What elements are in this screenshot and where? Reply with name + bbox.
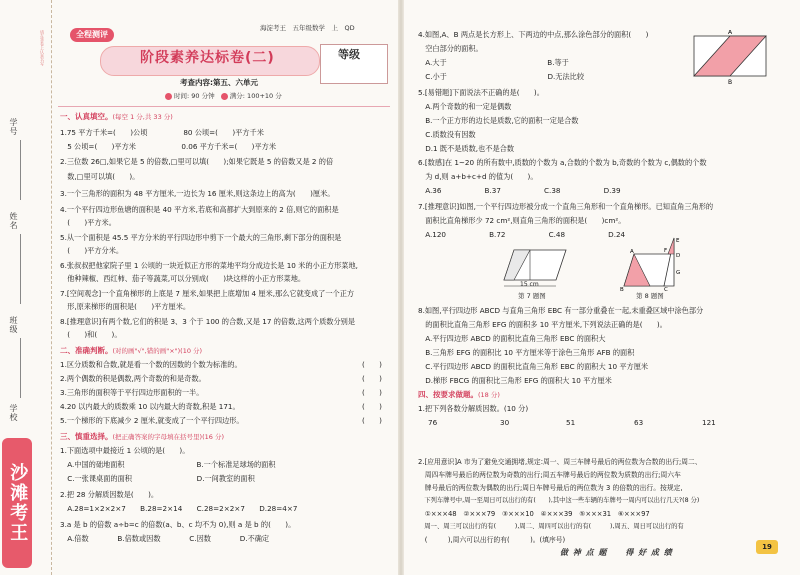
judge-5-answer[interactable]: ( )	[362, 416, 382, 425]
r4-stem-2: 空白部分的面积。	[418, 44, 483, 53]
factor-121: 121	[702, 418, 716, 427]
section-4-note: (18 分)	[478, 391, 500, 399]
point-a-label: A	[630, 249, 634, 255]
book-gutter	[398, 0, 404, 575]
q7-line-2: 形,原来梯形的面积是( )平方厘米。	[60, 302, 191, 311]
class-line	[20, 338, 21, 398]
q5-line-1: 5.从一个面积是 45.5 平方分米的平行四边形中剪下一个最大的三角形,剩下部分的面积是	[60, 233, 342, 242]
choice-2-options: A.28=1×2×2×7 B.28=2×14 C.28=2×2×7 D.28=4×7	[60, 504, 298, 513]
figure-8-caption: 第 8 题图	[636, 292, 664, 300]
factor-instruction: 1.把下列各数分解质因数。(10 分)	[418, 404, 529, 413]
q4-line-1: 4.一个平行四边形鱼塘的面积是 40 平方米,若底和高都扩大到原来的 2 倍,则它的面积是	[60, 205, 339, 214]
judge-2-answer[interactable]: ( )	[362, 374, 382, 383]
judge-4-answer[interactable]: ( )	[362, 402, 382, 411]
r5-stem: 5.[易错题]下面说法不正确的是( )。	[418, 88, 544, 97]
q8-line-2: ( )和( )。	[60, 330, 122, 339]
factor-30: 30	[500, 418, 510, 427]
r8-a: A.平行四边形 ABCD 的面积比直角三角形 EBC 的面积大	[418, 334, 606, 343]
r2-line-4: 下列车牌号中,周一至周日可以出行的有( ),其中这一些车辆的车牌号一周内可以出行几天?(8 分)	[418, 497, 700, 504]
q1-line-1: 1.75 平方千米=( )公顷 80 公顷=( )平方千米	[60, 128, 264, 137]
r5-a: A.两个奇数的和一定是偶数	[418, 102, 512, 111]
judge-4: 4.20 以内最大的质数乘 10 以内最大的奇数,积是 171。	[60, 402, 240, 411]
time-limit: 时间: 90 分钟	[174, 92, 215, 100]
point-f-label: F	[664, 248, 668, 254]
r8-c: C.平行四边形 ABCD 的面积比直角三角形 EBC 的面积大 10 平方厘米	[418, 362, 649, 371]
assessment-badge: 全程测评	[70, 28, 114, 42]
section-2-title: 二、准确判断。	[60, 346, 113, 355]
figure-7-caption: 第 7 题图	[518, 292, 546, 300]
class-label: 班级	[9, 316, 18, 334]
r2-line-1: 2.[应用意识]A 市为了避免交通拥堵,规定:周一、周三车牌号最后的两位数为合数的出行;周二、	[418, 458, 702, 466]
judge-3: 3.三角形的面积等于平行四边形面积的一半。	[60, 388, 204, 397]
rectangle-figure	[690, 30, 770, 86]
q6-line-1: 6.张叔叔把他家院子里 1 公顷的一块近似正方形的菜地平均分成边长是 10 米的小正方形菜地,	[60, 261, 358, 270]
r2-line-3: 牌号最后的两位数为偶数的出行;周日车牌号最后的两位数为 3 的倍数的出行。按规定,	[418, 484, 683, 492]
judge-2: 2.两个偶数的积是偶数,两个奇数的和是奇数。	[60, 374, 206, 383]
strip-note: 请在答卷上认真书写	[40, 30, 45, 66]
r2-plates: ①×××48 ②×××79 ③×××10 ④×××39 ⑤×××31 ⑥×××97	[418, 510, 650, 518]
binding-strip	[0, 0, 52, 575]
choice-1-stem: 1.下面选项中最接近 1 公顷的是( )。	[60, 446, 190, 455]
choice-1-ab: A.中国的础地面积 B.一个标准足球场的面积	[60, 460, 276, 469]
r2-line-2: 周四车牌号最后的两位数为奇数的出行;周五车牌号最后的两位数为质数的出行;周六车	[418, 471, 681, 479]
r2-answer-2: ( ),周六可以出行的有( )。(填序号)	[418, 536, 566, 544]
section-4-heading	[418, 390, 500, 399]
point-e-label: E	[676, 238, 680, 244]
exam-scope: 考查内容:第五、六单元	[180, 78, 258, 87]
factor-76: 76	[428, 418, 438, 427]
section-1-note: (每空 1 分,共 33 分)	[112, 113, 173, 121]
figure-7-dimension: 15 cm	[520, 281, 539, 288]
r6-stem-2: 为 d,则 a+b+c+d 的值为( )。	[418, 172, 538, 181]
r6-stem-1: 6.[数感]在 1~20 的所有数中,质数的个数为 a,合数的个数为 b,奇数的个数为 c,偶数的个数	[418, 158, 707, 167]
r4-ab: A.大于 B.等于	[418, 58, 569, 67]
r5-d: D.1 既不是质数,也不是合数	[418, 144, 515, 153]
judge-5: 5.一个梯形的下底减少 2 厘米,就变成了一个平行四边形。	[60, 416, 244, 425]
r8-stem-1: 8.如图,平行四边形 ABCD 与直角三角形 EBC 有一部分重叠在一起,未重叠区域中涂色部分	[418, 306, 704, 315]
r4-cd: C.小于 D.无法比较	[418, 72, 585, 81]
svg-text:A: A	[728, 30, 733, 36]
choice-1-cd: C.一张课桌面的面积 D.一间教室的面积	[60, 474, 255, 483]
q4-line-2: ( )平方米。	[60, 218, 116, 227]
r8-d: D.梯形 FBCG 的面积比三角形 EFG 的面积大 10 平方厘米	[418, 376, 612, 385]
r5-c: C.质数没有因数	[418, 130, 476, 139]
section-1-title: 一、认真填空。	[60, 112, 113, 121]
clock-icon	[165, 93, 172, 100]
section-3-heading	[60, 432, 224, 441]
section-3-note: (把正确答案的字母填在括号里)(16 分)	[112, 433, 224, 441]
section-2-note: (对的画"√",错的画"×")(10 分)	[112, 347, 203, 355]
footer-slogan: 做 神 点 题 得 好 成 绩	[560, 548, 673, 557]
r8-b: B.三角形 EFG 的面积比 10 平方厘米等于涂色三角形 AFB 的面积	[418, 348, 635, 357]
name-label: 姓名	[9, 212, 18, 230]
page-title: 阶段素养达标卷(二)	[140, 50, 275, 66]
r8-stem-2: 的面积比直角三角形 EFG 的面积多 10 平方厘米,下列说法正确的是( )。	[418, 320, 667, 329]
q2-line-2: 数,□里可以填( )。	[60, 172, 140, 181]
point-g-label: G	[676, 270, 681, 276]
r2-answer-1: 周一、周三可以出行的有( ),周二、周四可以出行的有( ),周五、周日可以出行的有	[418, 523, 684, 530]
page-number: 19	[756, 540, 778, 554]
choice-3-stem: 3.a 是 b 的倍数 a÷b=c 的倍数(a、b、c 均不为 0),则 a 是 b 的( )。	[60, 520, 296, 529]
factor-63: 63	[634, 418, 644, 427]
score-icon	[221, 93, 228, 100]
r7-stem-2: 面积比直角梯形少 72 cm²,则直角三角形的面积是( )cm²。	[418, 216, 626, 225]
section-4-title: 四、按要求做题。	[418, 390, 478, 399]
section-3-title: 三、慎重选择。	[60, 432, 113, 441]
r6-options: A.36 B.37 C.38 D.39	[418, 186, 621, 195]
q6-line-2: 他种辣椒、西红柿、茄子等蔬菜,可以分别成( )块这样的小正方形菜地。	[60, 274, 306, 283]
r7-stem-1: 7.[推理意识]如图,一个平行四边形被分成一个直角三角形和一个直角梯形。已知直角三角形的	[418, 202, 714, 211]
judge-1: 1.区分质数和合数,就是看一个数的因数的个数为标准的。	[60, 360, 242, 369]
book-series-label: 海淀考王 五年级数学 上 QD	[260, 24, 355, 32]
svg-text:B: B	[728, 79, 733, 86]
q8-line-1: 8.[推理意识]有两个数,它们的积是 3、3 个于 100 的合数,又是 17 的倍数,这两个质数分别是	[60, 317, 356, 326]
choice-2-stem: 2.把 28 分解质因数是( )。	[60, 490, 159, 499]
r4-stem-1: 4.如图,A、B 两点是长方形上、下两边的中点,那么涂色部分的面积( )	[418, 30, 649, 39]
q2-line-1: 2.三位数 26□,如果它是 5 的倍数,□里可以填( );如果它既是 5 的倍数又是 2 的倍	[60, 157, 334, 166]
grade-label: 等级	[338, 48, 360, 61]
judge-3-answer[interactable]: ( )	[362, 388, 382, 397]
point-c-label: C	[664, 287, 668, 292]
point-b-label: B	[620, 287, 624, 292]
choice-3-options: A.倍数 B.倍数或因数 C.因数 D.不确定	[60, 534, 270, 543]
section-2-heading	[60, 346, 202, 355]
q7-line-1: 7.[空间观念]一个直角梯形的上底是 7 厘米,如果把上底增加 4 厘米,那么它就变成了一个正方	[60, 289, 355, 298]
header-rule	[58, 106, 390, 107]
student-id-label: 学号	[9, 118, 18, 136]
r7-options: A.120 B.72 C.48 D.24	[418, 230, 626, 239]
q1-line-2: 5 公顷=( )平方米 0.06 平方千米=( )平方米	[60, 142, 277, 151]
judge-1-answer[interactable]: ( )	[362, 360, 382, 369]
student-id-line	[20, 140, 21, 200]
factor-51: 51	[566, 418, 576, 427]
full-score: 满分: 100+10 分	[229, 92, 282, 100]
q5-line-2: ( )平方分米。	[60, 246, 124, 255]
name-line	[20, 234, 21, 304]
brand-logo: 沙滩考王	[2, 438, 32, 568]
q3-line: 3.一个三角形的面积为 48 平方厘米,一边长为 16 厘米,则这条边上的高为( )厘米。	[60, 189, 335, 198]
school-label: 学校	[9, 404, 18, 422]
point-d-label: D	[676, 253, 681, 259]
figure-8-overlap	[620, 234, 696, 292]
section-1-heading	[60, 112, 173, 121]
r5-b: B.一个正方形的边长是质数,它的面积一定是合数	[418, 116, 579, 125]
exam-meta	[165, 92, 282, 100]
